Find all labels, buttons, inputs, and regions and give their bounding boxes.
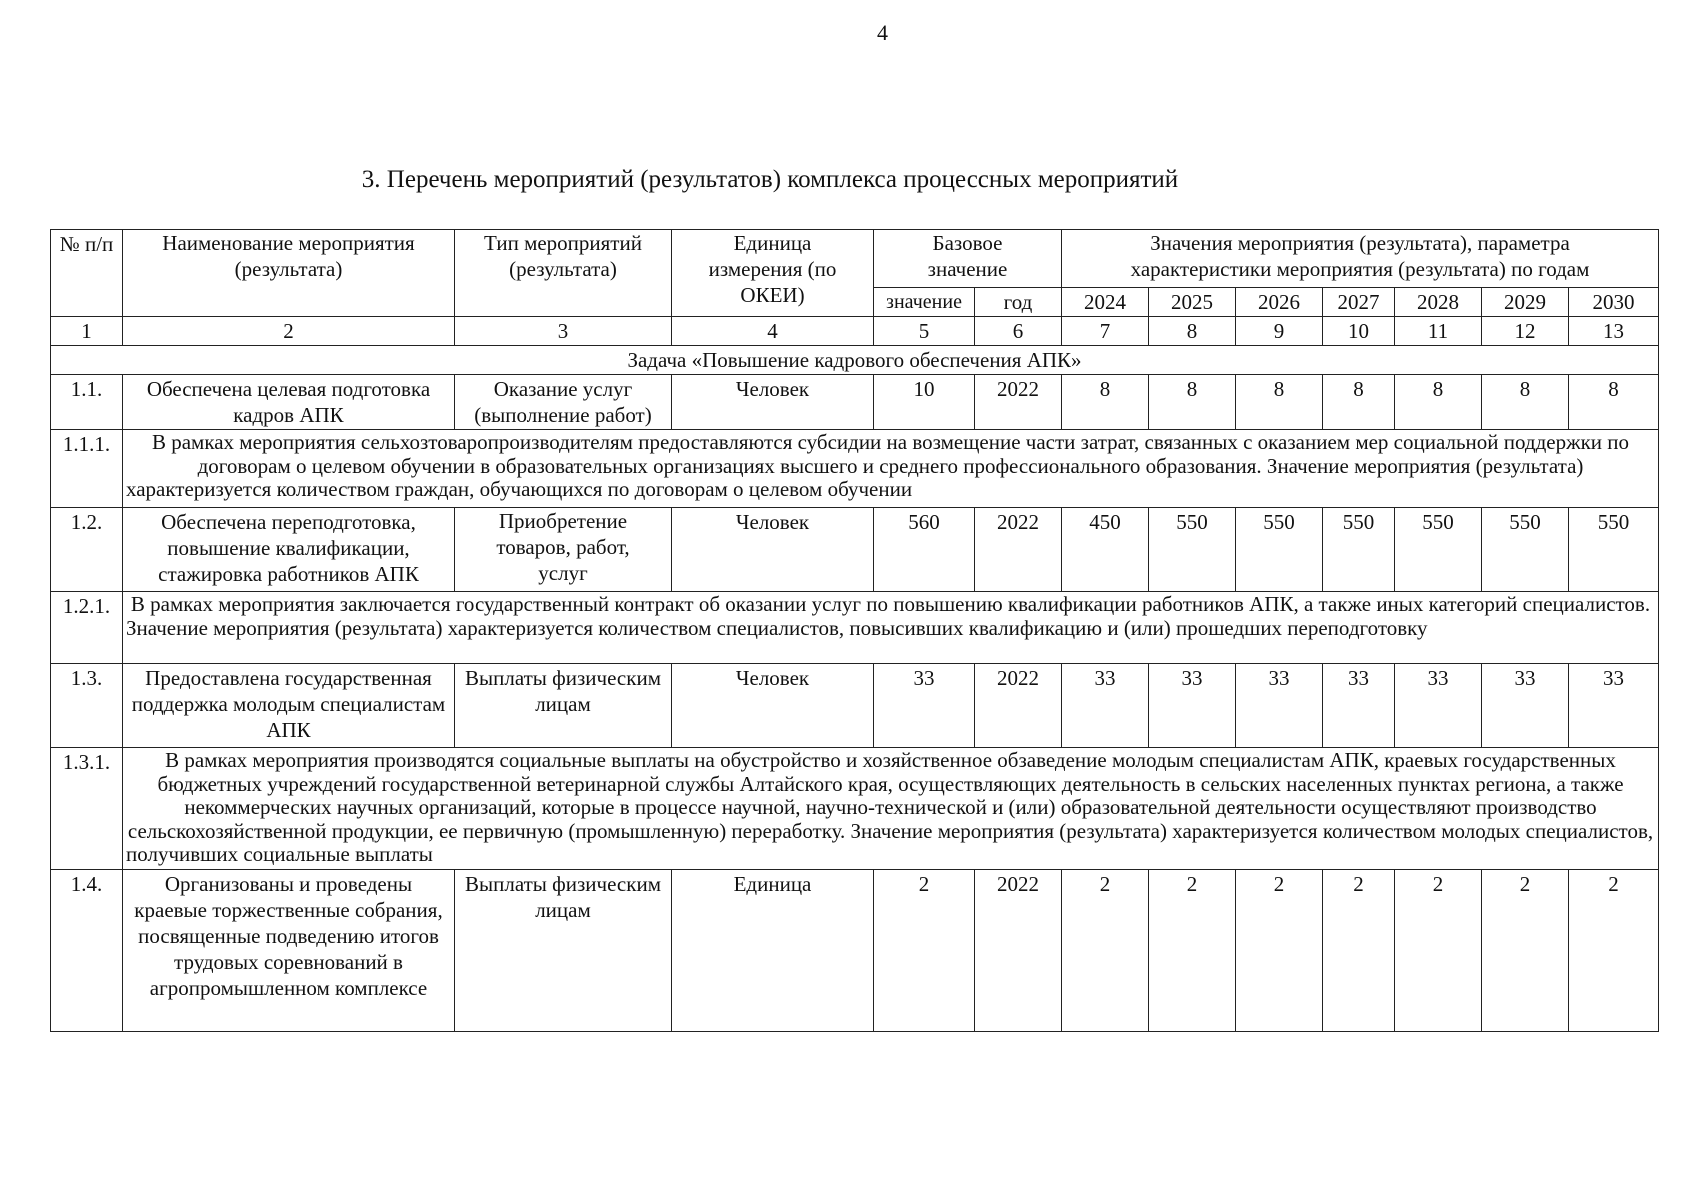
row-name: Предоставлена государственная поддержка молодым специалистам АПК xyxy=(123,664,455,748)
row-value: 550 xyxy=(1236,508,1323,592)
row-base-year: 2022 xyxy=(975,375,1062,430)
row-value: 550 xyxy=(1323,508,1395,592)
section-title: 3. Перечень мероприятий (результатов) комплекса процессных мероприятий xyxy=(361,166,1179,193)
description-row xyxy=(51,592,1659,664)
row-unit: Человек xyxy=(672,664,874,748)
row-value: 550 xyxy=(1395,508,1482,592)
row-description: В рамках мероприятия производятся социальные выплаты на обустройство и хозяйственное обзаведение молодым специалистам АПК, краевых государственных бюджетных учреждений государственной ветеринарной службы Алтайского края, осуществляющих деятельность в сельских населенных пунктах региона, а также некоммерческих научных организаций, которые в процессе научной, научно-технической и (или) образовательной деятельности осуществляют производство сельскохозяйственной продукции, ее первичную (промышленную) переработку. Значение мероприятия (результата) характеризуется количеством молодых специалистов, получивших социальные выплаты xyxy=(123,748,1659,870)
header-num: № п/п xyxy=(51,230,123,317)
row-value: 8 xyxy=(1062,375,1149,430)
header-year: 2026 xyxy=(1236,288,1323,317)
header-values: Значения мероприятия (результата), параметра характеристики мероприятия (результата) по годам xyxy=(1062,230,1659,288)
row-value: 8 xyxy=(1569,375,1659,430)
header-base: Базовое значение xyxy=(874,230,1062,288)
description-row xyxy=(51,430,1659,508)
row-value: 2 xyxy=(1062,870,1149,1032)
row-value: 33 xyxy=(1323,664,1395,748)
row-name: Обеспечена целевая подготовка кадров АПК xyxy=(123,375,455,430)
header-year: 2028 xyxy=(1395,288,1482,317)
row-value: 8 xyxy=(1236,375,1323,430)
row-value: 550 xyxy=(1149,508,1236,592)
page-number: 4 xyxy=(877,20,888,45)
col-number: 11 xyxy=(1395,317,1482,346)
row-value: 8 xyxy=(1323,375,1395,430)
row-value: 550 xyxy=(1482,508,1569,592)
row-num: 1.2. xyxy=(51,508,123,592)
sub-num: 1.2.1. xyxy=(51,592,123,664)
row-base-value: 560 xyxy=(874,508,975,592)
row-type: Приобретение товаров, работ, услуг xyxy=(455,508,672,592)
row-base-year: 2022 xyxy=(975,870,1062,1032)
sub-num: 1.1.1. xyxy=(51,430,123,508)
header-base-value: значение xyxy=(874,288,975,317)
row-value: 2 xyxy=(1482,870,1569,1032)
description-row xyxy=(51,748,1659,870)
row-unit: Единица xyxy=(672,870,874,1032)
row-value: 2 xyxy=(1236,870,1323,1032)
col-number: 9 xyxy=(1236,317,1323,346)
row-description: В рамках мероприятия сельхозтоваропроизводителям предоставляются субсидии на возмещение части затрат, связанных с оказанием мер социальной поддержки по договорам о целевом обучении в образовательных организациях высшего и среднего профессионального образования. Значение мероприятия (результата) характеризуется количеством граждан, обучающихся по договорам о целевом обучении xyxy=(123,430,1659,508)
row-description: В рамках мероприятия заключается государственный контракт об оказании услуг по повышению квалификации работников АПК, а также иных категорий специалистов. Значение мероприятия (результата) характеризуется количеством специалистов, повысивших квалификацию и (или) прошедших переподготовку xyxy=(123,592,1659,664)
header-type: Тип мероприятий (результата) xyxy=(455,230,672,317)
header-year: 2030 xyxy=(1569,288,1659,317)
header-year: 2027 xyxy=(1323,288,1395,317)
row-base-year: 2022 xyxy=(975,664,1062,748)
header-year: 2029 xyxy=(1482,288,1569,317)
table-row xyxy=(51,870,1659,1032)
col-number: 2 xyxy=(123,317,455,346)
row-type: Выплаты физическим лицам xyxy=(455,870,672,1032)
col-number: 5 xyxy=(874,317,975,346)
header-base-year: год xyxy=(975,288,1062,317)
table-row xyxy=(51,508,1659,592)
row-value: 2 xyxy=(1323,870,1395,1032)
row-value: 8 xyxy=(1149,375,1236,430)
row-value: 33 xyxy=(1149,664,1236,748)
row-value: 33 xyxy=(1569,664,1659,748)
col-number: 7 xyxy=(1062,317,1149,346)
col-number: 4 xyxy=(672,317,874,346)
col-number: 12 xyxy=(1482,317,1569,346)
task-title: Задача «Повышение кадрового обеспечения АПК» xyxy=(51,346,1659,375)
row-value: 2 xyxy=(1149,870,1236,1032)
row-value: 2 xyxy=(1395,870,1482,1032)
row-name: Обеспечена переподготовка, повышение квалификации, стажировка работников АПК xyxy=(123,508,455,592)
row-base-year: 2022 xyxy=(975,508,1062,592)
row-value: 33 xyxy=(1395,664,1482,748)
row-value: 33 xyxy=(1482,664,1569,748)
row-unit: Человек xyxy=(672,508,874,592)
column-number-row xyxy=(51,317,1659,346)
activities-table xyxy=(50,229,1659,1032)
row-value: 8 xyxy=(1482,375,1569,430)
sub-num: 1.3.1. xyxy=(51,748,123,870)
row-value: 550 xyxy=(1569,508,1659,592)
row-value: 8 xyxy=(1395,375,1482,430)
row-num: 1.4. xyxy=(51,870,123,1032)
header-name: Наименование мероприятия (результата) xyxy=(123,230,455,317)
row-value: 33 xyxy=(1236,664,1323,748)
row-base-value: 10 xyxy=(874,375,975,430)
header-unit: Единица измерения (по ОКЕИ) xyxy=(672,230,874,317)
row-base-value: 2 xyxy=(874,870,975,1032)
row-name: Организованы и проведены краевые торжественные собрания, посвященные подведению итогов трудовых соревнований в агропромышленном комплексе xyxy=(123,870,455,1032)
col-number: 13 xyxy=(1569,317,1659,346)
col-number: 10 xyxy=(1323,317,1395,346)
row-value: 33 xyxy=(1062,664,1149,748)
task-row xyxy=(51,346,1659,375)
row-type: Выплаты физическим лицам xyxy=(455,664,672,748)
row-num: 1.1. xyxy=(51,375,123,430)
col-number: 3 xyxy=(455,317,672,346)
table-row xyxy=(51,664,1659,748)
row-base-value: 33 xyxy=(874,664,975,748)
row-unit: Человек xyxy=(672,375,874,430)
col-number: 8 xyxy=(1149,317,1236,346)
row-num: 1.3. xyxy=(51,664,123,748)
header-year: 2024 xyxy=(1062,288,1149,317)
table-row xyxy=(51,375,1659,430)
col-number: 1 xyxy=(51,317,123,346)
col-number: 6 xyxy=(975,317,1062,346)
header-year: 2025 xyxy=(1149,288,1236,317)
row-value: 450 xyxy=(1062,508,1149,592)
row-value: 2 xyxy=(1569,870,1659,1032)
row-type: Оказание услуг (выполнение работ) xyxy=(455,375,672,430)
